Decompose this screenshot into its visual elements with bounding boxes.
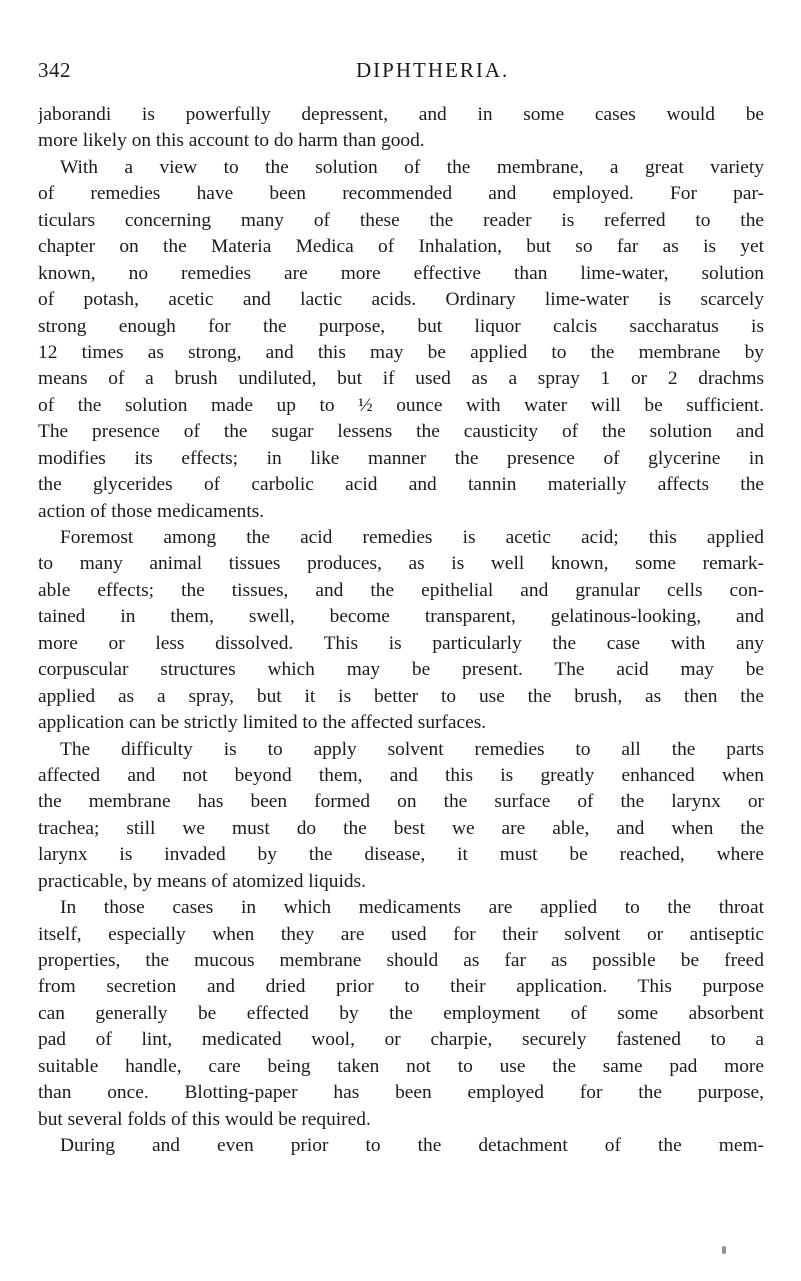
text-line: more likely on this account to do harm than good.	[38, 130, 425, 152]
text-line: corpuscular structures which may be present. The acid may be	[38, 659, 764, 681]
text-line: action of those medicaments.	[38, 500, 265, 522]
text-line: affected and not beyond them, and this is greatly enhanced when	[38, 764, 764, 786]
text-line: trachea; still we must do the best we are able, and when the	[38, 817, 764, 839]
text-line: strong enough for the purpose, but liquor calcis saccharatus is	[38, 315, 764, 337]
text-line: applied as a spray, but it is better to use the brush, as then the	[38, 685, 764, 707]
text-line: the glycerides of carbolic acid and tannin materially affects the	[38, 474, 764, 496]
text-line: pad of lint, medicated wool, or charpie, securely fastened to a	[38, 1029, 764, 1051]
text-line: practicable, by means of atomized liquids.	[38, 870, 366, 892]
ink-speck	[722, 1246, 726, 1254]
text-line: from secretion and dried prior to their application. This purpose	[38, 976, 764, 998]
text-line: to many animal tissues produces, as is well known, some remark-	[38, 553, 764, 575]
text-line: of potash, acetic and lactic acids. Ordinary lime-water is scarcely	[38, 289, 764, 311]
text-line: The difficulty is to apply solvent remedies to all the parts	[60, 738, 764, 760]
text-line: but several folds of this would be required.	[38, 1108, 371, 1130]
text-line: With a view to the solution of the membrane, a great variety	[60, 156, 764, 178]
text-line: During and even prior to the detachment of the mem-	[60, 1135, 764, 1157]
text-line: known, no remedies are more effective than lime-water, solution	[38, 262, 764, 284]
text-line: modifies its effects; in like manner the presence of glycerine in	[38, 447, 764, 469]
text-line: larynx is invaded by the disease, it must be reached, where	[38, 844, 764, 866]
text-line: In those cases in which medicaments are applied to the throat	[60, 897, 764, 919]
text-line: tained in them, swell, become transparent, gelatinous-looking, and	[38, 606, 764, 628]
body-text	[38, 102, 764, 1160]
text-line: jaborandi is powerfully depressent, and in some cases would be	[38, 104, 764, 125]
text-line: able effects; the tissues, and the epithelial and granular cells con-	[38, 579, 764, 601]
text-line: ticulars concerning many of these the reader is referred to the	[38, 209, 764, 231]
text-line: itself, especially when they are used for their solvent or antiseptic	[38, 923, 764, 945]
text-line: more or less dissolved. This is particularly the case with any	[38, 632, 764, 654]
text-line: than once. Blotting-paper has been employed for the purpose,	[38, 1082, 764, 1104]
text-line: properties, the mucous membrane should as far as possible be freed	[38, 950, 764, 971]
text-line: of the solution made up to ½ ounce with water will be sufficient.	[38, 394, 764, 416]
text-line: The presence of the sugar lessens the causticity of the solution and	[38, 421, 764, 443]
text-line: suitable handle, care being taken not to use the same pad more	[38, 1055, 764, 1077]
running-title: DIPHTHERIA.	[356, 58, 510, 82]
text-line: 12 times as strong, and this may be applied to the membrane by	[38, 341, 764, 363]
text-line: of remedies have been recommended and employed. For par-	[38, 183, 764, 205]
page-number: 342	[38, 58, 71, 82]
text-line: chapter on the Materia Medica of Inhalation, but so far as is yet	[38, 236, 764, 258]
text-line: application can be strictly limited to the affected surfaces.	[38, 712, 487, 734]
text-line: means of a brush undiluted, but if used as a spray 1 or 2 drachms	[38, 368, 764, 390]
text-line: the membrane has been formed on the surface of the larynx or	[38, 791, 764, 813]
text-line: can generally be effected by the employment of some absorbent	[38, 1002, 764, 1024]
page-header	[38, 58, 765, 88]
text-line: Foremost among the acid remedies is acetic acid; this applied	[60, 527, 764, 548]
